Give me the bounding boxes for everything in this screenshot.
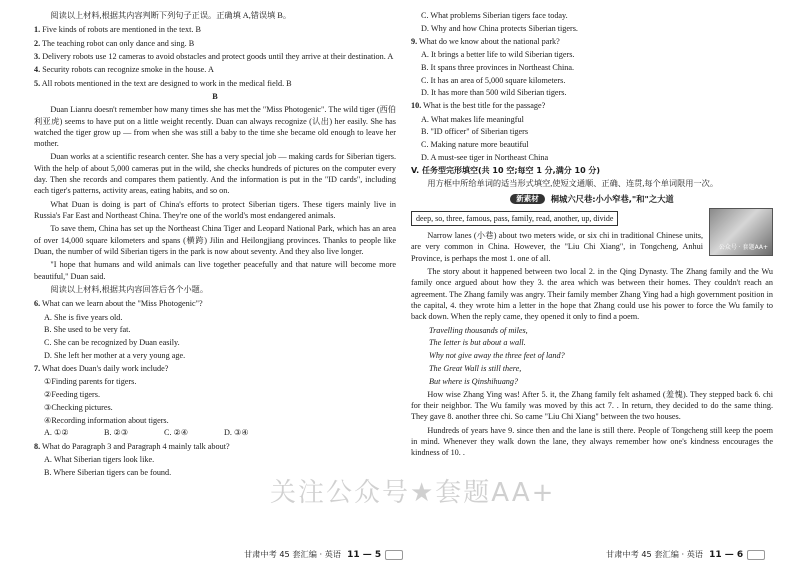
tf-item xyxy=(34,64,396,75)
option: C. She can be recognized by Duan easily. xyxy=(44,338,180,348)
intro-block xyxy=(411,208,773,264)
paragraph-3: How wise Zhang Ying was! After 5. it, the Zhang family felt ashamed (羞愧). They stepped back 6. chi for their neighbor. The Wu family was moved by this act 7. . In return, they decided to do the same thing. They gave 8. another three chi. So came "Liu Chi Xiang" between the two houses. xyxy=(411,389,773,422)
section-5-title: V. 任务型完形填空(共 10 空;每空 1 分,满分 10 分) xyxy=(411,166,601,176)
word-box-word: , family xyxy=(508,214,532,223)
tf-item xyxy=(34,51,396,62)
tf-num: 1. xyxy=(34,25,41,35)
lane-photo xyxy=(709,208,773,256)
tf-text: The teaching robot can only dance and sing. B xyxy=(42,38,195,48)
passage-paragraph: To save them, China has set up the Northeast China Tiger and Leopard National Park, which has an area of over 14,000 square kilometers and spans (横跨) Jilin and Heilongjiang provinces. Thanks to people like Duan, the number of wild Siberian tigers in the park is now about seventy. And they also live longer. xyxy=(34,224,396,256)
word-box-word: , pass xyxy=(490,214,508,223)
tf-item xyxy=(34,38,396,49)
paragraph-2: The story about it happened between two local 2. in the Qing Dynasty. The Zhang family and the Wu family once argued about how they 3. the area which was between their homes. They couldn't reach an agreement. The Zhang family was angry. Their family member Zhang Ying had a high government position in the capital, 4. they wrote him a letter in the hope that Zhang could use his power to force the Wu family to back down. When the reply came, they opened it only to find a poem. xyxy=(411,267,773,322)
tf-num: 2. xyxy=(34,38,41,48)
option: B. She used to be very fat. xyxy=(44,325,131,335)
word-box-word: , so xyxy=(431,214,442,223)
tf-list xyxy=(34,24,396,89)
question-7: 7. What does Duan's daily work include? ①Finding parents for tigers. ②Feeding tigers. ③Checking pictures. ④Recording information about tigers. A. ①② B. ②③ C. ②④ D. ③④ xyxy=(34,363,396,439)
poem-line: The Great Wall is still there, xyxy=(429,364,522,373)
tf-text: Delivery robots use 12 cameras to avoid obstacles and protect goods until they arrive at their destination. A xyxy=(42,51,394,61)
option: B. ②③ xyxy=(104,428,129,438)
option: A. What makes life meaningful xyxy=(421,114,524,124)
option: A. She is five years old. xyxy=(44,312,123,322)
passage-paragraph: Duan Lianru doesn't remember how many times she has met the "Miss Photogenic". The wild tiger (西伯利亚虎) seems to have put on a little weight recently. Duan can always recognize (认出) her easily. She has watched the tiger grow up — from when she was still a baby to the time she became old enough to leave her mother. xyxy=(34,105,396,149)
paragraph-4: Hundreds of years have 9. since then and the lane is still there. People of Tongcheng still keep the poem in mind. Whenever they walk down the lane, they always remember how one's kindness encourages the kindness of 10. . xyxy=(411,425,773,458)
option: C. What problems Siberian tigers face today. xyxy=(421,11,568,20)
seal-icon xyxy=(747,550,765,560)
option: D. It has more than 500 wild Siberian tigers. xyxy=(421,88,567,98)
option: C. It has an area of 5,000 square kilometers. xyxy=(421,75,566,85)
instruction-true-false: 阅读以上材料,根据其内容判断下列句子正误。正确填 A,错误填 B。 xyxy=(50,11,292,20)
option: B. Where Siberian tigers can be found. xyxy=(44,467,172,477)
photo-caption: 公众号 · 套题AA+ xyxy=(718,243,768,251)
new-material-badge: 新素材 xyxy=(510,194,545,204)
option: A. It brings a better life to wild Siberian tigers. xyxy=(421,49,575,59)
word-box xyxy=(411,211,618,226)
page-number-right: 11 — 6 xyxy=(709,549,744,560)
poem-line: But where is Qinshihuang? xyxy=(429,376,519,386)
tf-num: 5. xyxy=(34,78,41,88)
word-box-word: , three xyxy=(442,214,462,223)
tf-num: 4. xyxy=(34,65,41,75)
poem-line: Travelling thousands of miles, xyxy=(429,325,528,335)
word-box-word: , famous xyxy=(462,214,490,223)
tf-num: 3. xyxy=(34,51,41,61)
option: D. Why and how China protects Siberian tigers. xyxy=(421,23,578,33)
option: B. "ID officer" of Siberian tigers xyxy=(421,127,529,137)
passage-paragraph: "I hope that humans and wild animals can live together peacefully and that nature will become more beautiful," Duan said. xyxy=(34,260,396,281)
passage-b xyxy=(34,104,396,282)
section-b-label: B xyxy=(212,91,218,101)
seal-icon xyxy=(385,550,403,560)
word-box-word: deep xyxy=(416,214,432,224)
word-box-word: , read xyxy=(532,214,550,223)
poem-line: The letter is but about a wall. xyxy=(429,338,526,348)
option: D. She left her mother at a very young age. xyxy=(44,350,186,360)
poem-line: Why not give away the three feet of land? xyxy=(429,351,565,361)
word-box-word: , another xyxy=(550,214,578,223)
option: C. Making nature more beautiful xyxy=(421,140,529,150)
section-5-instruction: 用方框中所给单词的适当形式填空,使短文通顺、正确、连贯,每个单词限用一次。 xyxy=(427,179,719,189)
tf-text: All robots mentioned in the text are designed to work in the medical field. B xyxy=(41,78,292,88)
footer-right: 甘肃中考 45 套汇编 · 英语 11 — 6 xyxy=(606,549,765,561)
passage-paragraph: Duan works at a scientific research center. She has a very special job — making cards for Siberian tigers. With the help of about 5,000 cameras put in the wild, she checks hundreds of pictures on the computer every day. Then she records and compares them patiently. And the information is put in the "ID cards", including each tiger's patterns, activity areas, eating habits, and so on. xyxy=(34,152,396,196)
word-box-word: , up xyxy=(577,214,589,223)
left-column xyxy=(34,10,396,480)
tf-text: Security robots can recognize smoke in the house. A xyxy=(42,65,214,75)
watermark: 关注公众号★套题AA+ xyxy=(270,478,556,508)
poem xyxy=(411,325,773,388)
option: ③Checking pictures. xyxy=(44,402,113,412)
option: D. A must-see tiger in Northeast China xyxy=(421,152,549,162)
option: A. ①② xyxy=(44,428,69,438)
instruction-answer: 阅读以上材料,根据其内容回答后各个小题。 xyxy=(50,284,209,294)
banner-title: 桐城六尺巷:小小窄巷,"和"之大道 xyxy=(550,193,674,204)
topic-banner xyxy=(411,194,773,205)
question-8: 8. What do Paragraph 3 and Paragraph 4 mainly talk about? A. What Siberian tigers look like. B. Where Siberian tigers can be found. xyxy=(34,441,396,478)
question-10: 10. What is the best title for the passage? A. What makes life meaningful B. "ID officer" of Siberian tigers C. Making nature more beautiful D. A must-see tiger in Northeast China xyxy=(411,100,773,163)
option: D. ③④ xyxy=(224,428,249,438)
paragraph-1: Narrow lanes (小巷) about two meters wide, or six chi in traditional Chinese units, are very common in China. However, the "Liu Chi Xiang", in Tongcheng, Anhui Province, is perhaps the most 1. one of all. xyxy=(411,231,703,263)
passage-paragraph: What Duan is doing is part of China's efforts to protect Siberian tigers. These tigers mainly live in Russia's Far East and Northeast China. They're one of the world's most endangered animals. xyxy=(34,199,396,220)
option: ①Finding parents for tigers. xyxy=(44,377,137,387)
question-6: 6. What can we learn about the "Miss Photogenic"? A. She is five years old. B. She used to be very fat. C. She can be recognized by Duan easily. D. She left her mother at a very young age. xyxy=(34,298,396,361)
footer-left: 甘肃中考 45 套汇编 · 英语 11 — 5 xyxy=(244,549,403,561)
question-9: 9. What do we know about the national park? A. It brings a better life to wild Siberian tigers. B. It spans three provinces in Northeast China. C. It has an area of 5,000 square kilometers. D. It has more than 500 wild Siberian tigers. xyxy=(411,36,773,99)
tf-text: Five kinds of robots are mentioned in the text. B xyxy=(42,25,201,35)
option: A. What Siberian tigers look like. xyxy=(44,454,155,464)
tf-item xyxy=(34,78,396,89)
option: C. ②④ xyxy=(164,428,189,438)
option: ②Feeding tigers. xyxy=(44,389,101,399)
option: B. It spans three provinces in Northeast China. xyxy=(421,62,575,72)
option: ④Recording information about tigers. xyxy=(44,415,169,425)
right-column xyxy=(411,10,773,461)
word-box-word: , divide xyxy=(589,214,613,223)
tf-item xyxy=(34,24,396,35)
page-number-left: 11 — 5 xyxy=(347,549,382,560)
